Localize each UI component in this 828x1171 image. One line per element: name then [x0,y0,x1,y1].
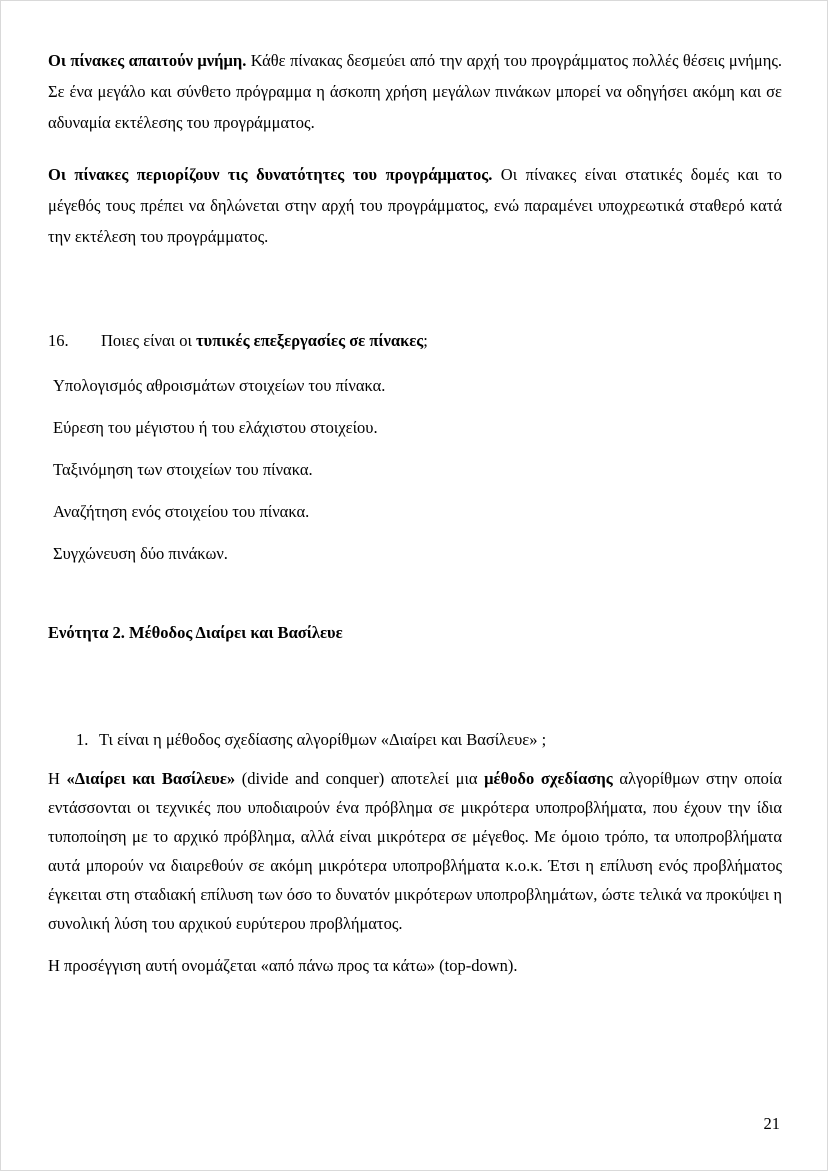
answer-segment: αλγορίθμων στην οποία εντάσσονται οι τεχνικές που υποδιαιρούν ένα πρόβλημα σε μικρότερα υποπροβλήματα, που έχουν την ίδια τυποποίηση με το αρχικό πρόβλημα, αλλά είναι μικρότερα σε μέγεθος. Με όμοιο τρόπο, τα υποπροβλήματα αυτά μπορούν να διαιρεθούν σε ακόμη μικρότερα υποπροβλήματα κ.ο.κ. Έτσι η επίλυση ενός προβλήματος έγκειται στη σταδιακή επίλυση των όσο το δυνατόν μικρότερων υποπροβλημάτων, ώστε τελικά να προκύψει η συνολική λύση του αρχικού ευρύτερου προβλήματος. [48,769,783,933]
paragraph-bold-lead: Οι πίνακες απαιτούν μνήμη. [48,51,247,70]
answer-item: Εύρεση του μέγιστου ή του ελάχιστου στοιχείου. [53,418,378,437]
divide-and-conquer-answer [48,764,782,938]
question-16-suffix: ; [423,331,428,350]
paragraph-arrays-require-memory [48,45,782,138]
answer-bold-segment: μέθοδο σχεδίασης [484,769,613,788]
question-16-prefix: Ποιες είναι οι [101,331,197,350]
question-16-number: 16. [48,331,69,350]
paragraph-body-text: Οι πίνακες είναι στατικές δομές και το μέγεθός τους πρέπει να δηλώνεται στην αρχή του προγράμματος, ενώ παραμένει υποχρεωτικά σταθερό κατά την εκτέλεση του προγράμματος. [48,165,782,246]
answer-segment: (divide and conquer) αποτελεί μια [235,769,485,788]
question-16-answers [48,370,782,569]
answer-bold-segment: «Διαίρει και Βασίλευε» [66,769,236,788]
page-number: 21 [763,1114,780,1133]
paragraph-body-text: Κάθε πίνακας δεσμεύει από την αρχή του προγράμματος πολλές θέσεις μνήμης. Σε ένα μεγάλο και σύνθετο πρόγραμμα η άσκοπη χρήση μεγάλων πινάκων μπορεί να οδηγήσει ακόμη και σε αδυναμία εκτέλεσης του προγράμματος. [48,51,782,132]
section-2-heading: Ενότητα 2. Μέθοδος Διαίρει και Βασίλευε [48,623,343,642]
answer-segment: Η [48,769,67,788]
answer-item: Ταξινόμηση των στοιχείων του πίνακα. [53,460,313,479]
question-16 [48,325,782,356]
answer-item: Συγχώνευση δύο πινάκων. [53,544,228,563]
question-1 [76,724,782,755]
page-content [1,1,827,980]
question-1-number: 1. [76,730,89,749]
question-1-text: Τι είναι η μέθοδος σχεδίασης αλγορίθμων «Διαίρει και Βασίλευε» ; [99,730,547,749]
answer-item: Υπολογισμός αθροισμάτων στοιχείων του πίνακα. [53,376,386,395]
paragraph-arrays-limit-program [48,159,782,252]
question-16-bold-text: τυπικές επεξεργασίες σε πίνακες [196,331,424,350]
answer-item: Αναζήτηση ενός στοιχείου του πίνακα. [53,502,310,521]
paragraph-bold-lead: Οι πίνακες περιορίζουν τις δυνατότητες του προγράμματος. [48,165,493,184]
top-down-note: Η προσέγγιση αυτή ονομάζεται «από πάνω προς τα κάτω» (top-down). [48,956,518,975]
